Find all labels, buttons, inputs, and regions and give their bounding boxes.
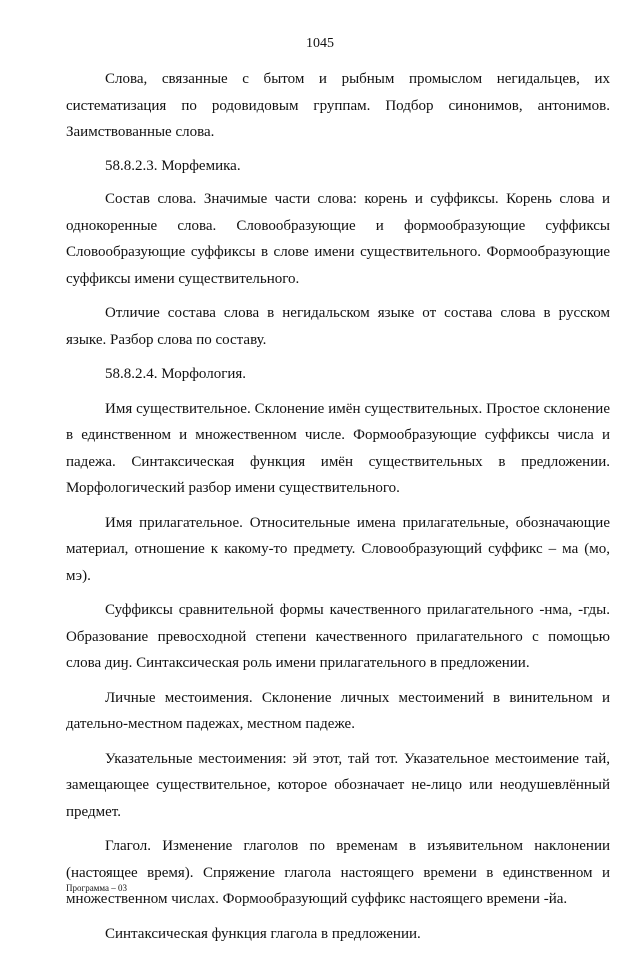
paragraph-word-structure-difference: Отличие состава слова в негидальском языке от состава слова в русском языке. Разбор слова по составу.: [66, 305, 610, 348]
section-heading-morphology: 58.8.2.4. Морфология.: [105, 366, 247, 382]
paragraph-noun: Имя существительное. Склонение имён существительных. Простое склонение в единственном и множественном числе. Формообразующие суффиксы числа и падежа. Синтаксическая функция имён существительных в предложении. Морфологический разбор имени существительного.: [66, 400, 610, 496]
paragraph-adjective-suffixes: Суффиксы сравнительной формы качественного прилагательного -нма, -гды. Образование превосходной степени качественного прилагательного с помощью слова диӈ. Синтаксическая роль имени прилагательного в предложении.: [66, 602, 610, 671]
paragraph-verb-syntax: Синтаксическая функция глагола в предложении.: [105, 925, 421, 942]
page-footer: Программа – 03: [66, 883, 128, 893]
body-text: [66, 66, 610, 955]
paragraph-verb: Глагол. Изменение глаголов по временам в изъявительном наклонении (настоящее время). Спряжение глагола настоящего времени в единственном и множественном числах. Формообразующий суффикс настоящего времени -йа.: [66, 838, 610, 907]
section-heading-morphemics: 58.8.2.3. Морфемика.: [105, 157, 241, 174]
paragraph-word-structure: Состав слова. Значимые части слова: корень и суффиксы. Корень слова и однокоренные слова. Словообразующие и формообразующие суффиксы Словообразующие суффиксы в слове имени существительного. Формообразующие суффиксы имени существительного.: [66, 191, 610, 287]
paragraph-vocabulary: Слова, связанные с бытом и рыбным промыслом негидальцев, их систематизация по родовидовым группам. Подбор синонимов, антонимов. Заимствованные слова.: [66, 71, 610, 140]
paragraph-demonstrative-pronouns: Указательные местоимения: эй этот, тай тот. Указательное местоимение тай, замещающее существительное, которое обозначает не-лицо или неодушевлённый предмет.: [66, 750, 610, 820]
paragraph-personal-pronouns: Личные местоимения. Склонение личных местоимений в винительном и дательно-местном падежах, местном падеже.: [66, 689, 610, 732]
page-number: 1045: [306, 36, 334, 51]
paragraph-adjective: Имя прилагательное. Относительные имена прилагательные, обозначающие материал, отношение к какому-то предмету. Словообразующий суффикс – ма (мо, мэ).: [66, 514, 610, 584]
